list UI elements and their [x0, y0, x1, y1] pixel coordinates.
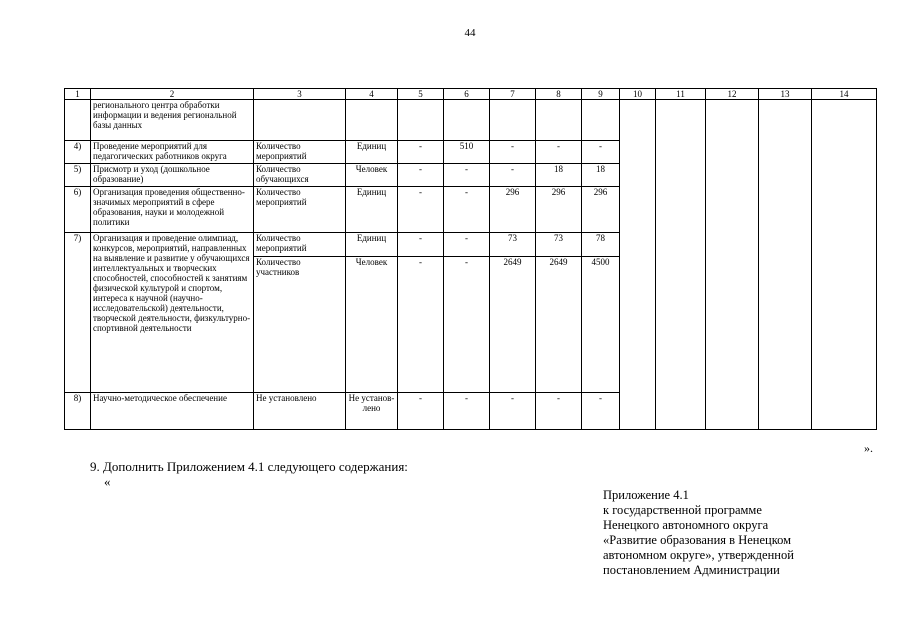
row-value: - [490, 164, 536, 187]
empty-cell [706, 100, 759, 430]
row-value [536, 100, 582, 141]
row-value [490, 100, 536, 141]
row-indicator: Количество обучающихся [254, 164, 346, 187]
row-number: 7) [65, 233, 91, 393]
row-value: 510 [444, 141, 490, 164]
row-value: - [536, 141, 582, 164]
row-unit: Не установ-лено [346, 393, 398, 430]
appendix-line: «Развитие образования в Ненецком [603, 533, 792, 547]
row-unit: Человек [346, 164, 398, 187]
row-number: 5) [65, 164, 91, 187]
row-indicator [254, 100, 346, 141]
row-value: - [444, 393, 490, 430]
row-number: 4) [65, 141, 91, 164]
col-header: 11 [656, 89, 706, 100]
row-value: 73 [490, 233, 536, 257]
row-name: Организация и проведение олимпиад, конкурсов, мероприятий, направленных на выявление и развитие у обучающихся интеллектуальных и творческих способностей, способностей к занятиям физической культурой и спортом, интереса к научной (научно-исследовательской) деятельности, творческой деятельности, физкультурно-спортивной деятельности [91, 233, 254, 393]
row-unit: Человек [346, 257, 398, 393]
row-unit: Единиц [346, 187, 398, 233]
row-number: 8) [65, 393, 91, 430]
col-header: 3 [254, 89, 346, 100]
row-name: регионального центра обработки информации и ведения региональной базы данных [91, 100, 254, 141]
row-indicator: Количество мероприятий [254, 187, 346, 233]
row-value [582, 100, 620, 141]
col-header: 1 [65, 89, 91, 100]
col-header: 7 [490, 89, 536, 100]
row-unit: Единиц [346, 233, 398, 257]
row-value: - [444, 257, 490, 393]
row-indicator: Количество участников [254, 257, 346, 393]
row-value: - [582, 393, 620, 430]
row-value: 2649 [536, 257, 582, 393]
col-header: 8 [536, 89, 582, 100]
col-header: 6 [444, 89, 490, 100]
row-value: 18 [582, 164, 620, 187]
row-value: - [536, 393, 582, 430]
appendix-line: постановлением Администрации [603, 563, 780, 577]
empty-cell [656, 100, 706, 430]
row-unit: Единиц [346, 141, 398, 164]
header-row [65, 89, 877, 100]
row-indicator: Не установлено [254, 393, 346, 430]
appendix-line: Ненецкого автономного округа [603, 518, 769, 532]
row-number [65, 100, 91, 141]
row-name: Проведение мероприятий для педагогических работников округа [91, 141, 254, 164]
row-value: 2649 [490, 257, 536, 393]
row-value: 296 [490, 187, 536, 233]
row-value: - [582, 141, 620, 164]
row-value: - [398, 187, 444, 233]
row-name: Присмотр и уход (дошкольное образование) [91, 164, 254, 187]
program-table [64, 88, 877, 430]
row-name: Научно-методическое обеспечение [91, 393, 254, 430]
row-value: - [398, 257, 444, 393]
opening-quote: « [104, 474, 111, 489]
row-value: - [490, 393, 536, 430]
row-value: - [444, 164, 490, 187]
row-value: - [444, 233, 490, 257]
row-number: 6) [65, 187, 91, 233]
row-value: 78 [582, 233, 620, 257]
col-header: 4 [346, 89, 398, 100]
row-value: - [398, 141, 444, 164]
appendix-line: Приложение 4.1 [603, 488, 689, 502]
row-value: - [398, 164, 444, 187]
col-header: 10 [620, 89, 656, 100]
table-row [65, 100, 877, 141]
row-value: 296 [582, 187, 620, 233]
appendix-line: автономном округе», утвержденной [603, 548, 794, 562]
row-value: - [398, 233, 444, 257]
appendix-header [603, 488, 863, 578]
col-header: 5 [398, 89, 444, 100]
row-name: Организация проведения общественно-значимых мероприятий в сфере образования, науки и молодежной политики [91, 187, 254, 233]
row-unit [346, 100, 398, 141]
row-value [398, 100, 444, 141]
row-indicator: Количество мероприятий [254, 233, 346, 257]
col-header: 14 [812, 89, 877, 100]
empty-cell [620, 100, 656, 430]
col-header: 9 [582, 89, 620, 100]
empty-cell [812, 100, 877, 430]
row-value: 18 [536, 164, 582, 187]
row-value: 296 [536, 187, 582, 233]
appendix-line: к государственной программе [603, 503, 762, 517]
row-value: - [490, 141, 536, 164]
row-value: - [398, 393, 444, 430]
empty-cell [759, 100, 812, 430]
row-indicator: Количество мероприятий [254, 141, 346, 164]
row-value: 73 [536, 233, 582, 257]
closing-quote: ». [864, 441, 873, 455]
col-header: 12 [706, 89, 759, 100]
row-value [444, 100, 490, 141]
col-header: 2 [91, 89, 254, 100]
col-header: 13 [759, 89, 812, 100]
row-value: - [444, 187, 490, 233]
row-value: 4500 [582, 257, 620, 393]
page-number: 44 [464, 27, 476, 39]
amendment-paragraph: 9. Дополнить Приложением 4.1 следующего содержания: [90, 459, 408, 474]
